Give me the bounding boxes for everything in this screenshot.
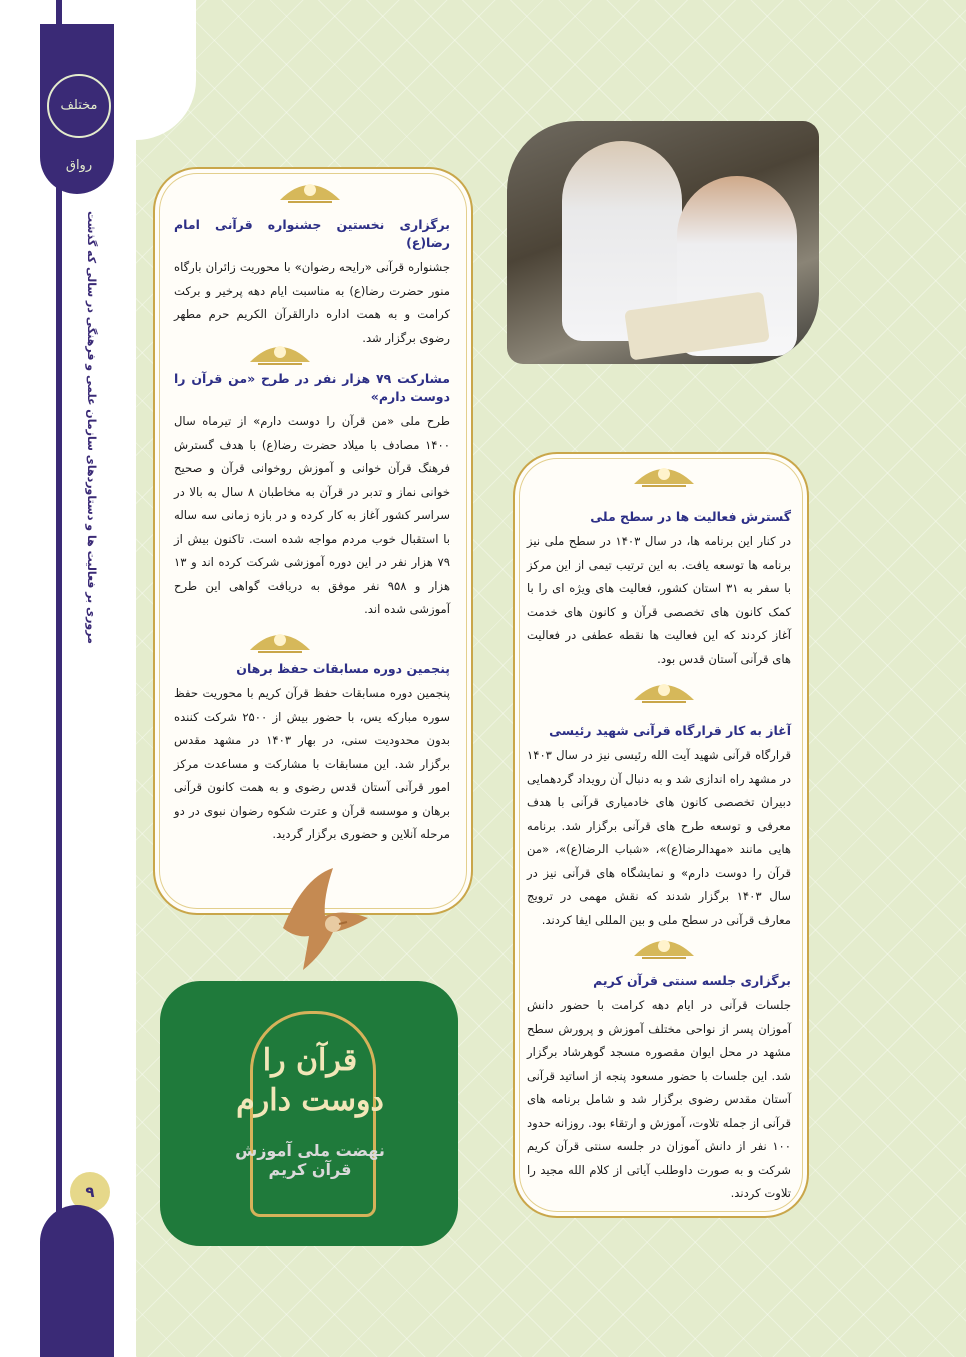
section-body: طرح ملی «من قرآن را دوست دارم» از تیرماه سال ۱۴۰۰ مصادف با میلاد حضرت رضا(ع) با هدف گسترش فرهنگ قرآن خوانی و آموزش روخوانی قرآن و صحیح خوانی نماز و تدبر در قرآن به مخاطبان ۸ سال به بالا در سراسر کشور آغاز به کار کرده و در بازه زمانی سه ساله با استقبال خوب مردم مواجه شده است. تاکنون بیش از ۷۹ هزار نفر در این دوره آموزشی شرکت کرده اند و ۱۳ هزار و ۹۵۸ نفر موفق به دریافت گواهی این طرح آموزشی شده اند. (174, 414, 450, 616)
ornament-icon (278, 176, 342, 204)
section-title: پنجمین دوره مسابقات حفظ برهان (236, 661, 450, 676)
magazine-logo: مختلف رواق (47, 74, 111, 138)
section-title: گسترش فعالیت ها در سطح ملی (590, 509, 791, 524)
section-national-expansion (527, 508, 791, 671)
page-number: ۹ (70, 1172, 110, 1212)
section-i-love-quran (174, 370, 450, 622)
bird-icon (263, 858, 383, 978)
section-title: برگزاری جلسه سنتی قرآن کریم (593, 973, 791, 988)
sidebar-bottom-tab (40, 1205, 114, 1357)
section-festival (174, 216, 450, 350)
section-title: برگزاری نخستین جشنواره قرآنی امام رضا(ع) (174, 217, 450, 250)
ornament-icon (248, 626, 312, 654)
section-title: مشارکت ۷۹ هزار نفر در طرح «من قرآن را دوست دارم» (174, 371, 451, 404)
section-traditional-session (527, 972, 791, 1206)
students-reading-quran-photo (507, 121, 819, 364)
section-title: آغاز به کار قرارگاه قرآنی شهید رئیسی (549, 723, 791, 738)
vertical-title: مروری بر فعالیت ها و دستاوردهای سازمان علمی و فرهنگی در سالی که گذشت (85, 211, 98, 644)
section-body: پنجمین دوره مسابقات حفظ قرآن کریم با محوریت حفظ سوره مبارکه یس، با حضور بیش از ۲۵۰۰ شرکت کننده بدون محدودیت سنی، در بهار ۱۴۰۳ در مشهد مقدس برگزار شد. این مسابقات با مشارکت و مساعدت مرکز امور قرآنی آستان قدس رضوی و به همت کانون قرآنی برهان و موسسه قرآن و عترت شکوه رضوان نبوی در دو مرحله آنلاین و حضوری برگزار گردید. (174, 686, 450, 841)
sidebar (0, 0, 136, 1357)
poster-slogan: قرآن را دوست دارم (236, 1043, 384, 1118)
section-body: قرارگاه قرآنی شهید آیت الله رئیسی نیز در سال ۱۴۰۳ در مشهد راه اندازی شد و به دنبال آن رویداد گردهمایی دبیران تخصصی کانون های خادمیاری قرآنی با هدف معرفی و توسعه طرح های قرآنی برگزار شد. برنامه هایی مانند «مهدالرضا(ع)»، «شباب الرضا(ع)»، «من قرآن را دوست دارم» و نمایشگاه های قرآنی نیز در سال ۱۴۰۳ برگزار شدند که نقش مهمی در ترویج معارف قرآنی در سطح ملی و بین المللی ایفا کردند. (527, 748, 791, 927)
section-body: جلسات قرآنی در ایام دهه کرامت با حضور دانش آموزان پسر از نواحی مختلف آموزش و پرورش سطح مشهد در محل ایوان مقصوره مسجد گوهرشاد برگزار شد. این جلسات با حضور مسعود پنجه از اساتید قرآنی آستان مقدس رضوی برگزار شد و شامل برنامه های قرآنی از جمله تلاوت، آموزش و ارتقاء بود. روزانه حدود ۱۰۰ نفر از دانش آموزان در جلسه سنتی قرآن کریم شرکت و به صورت داوطلب آیاتی از کلام الله مجید را تلاوت کردند. (527, 998, 791, 1200)
sidebar-line (56, 0, 62, 1357)
poster-subtitle: نهضت ملی آموزش قرآن کریم (235, 1141, 385, 1179)
ornament-icon (632, 932, 696, 960)
ornament-icon (632, 676, 696, 704)
section-body: در کنار این برنامه ها، در سال ۱۴۰۳ در سطح ملی نیز برنامه ها توسعه یافت. به این ترتیب تیمی از این مرکز با سفر به ۳۱ استان کشور، فعالیت های ویژه ای را با کمک کانون های تخصصی قرآن و کانون های خدمت آغاز کردند که این فعالیت ها نقطه عطفی در فعالیت های قرآنی آستان قدس بود. (527, 534, 792, 666)
section-raisi-headquarters (527, 722, 791, 932)
sidebar-top-tab (40, 24, 114, 194)
quran-campaign-poster (160, 981, 458, 1246)
section-body: جشنواره قرآنی «رایحه رضوان» با محوریت زائران بارگاه منور حضرت رضا(ع) به مناسبت ایام دهه پرخیر و برکت کرامت و به همت اداره دارالقرآن الکریم حرم مطهر رضوی برگزار شد. (174, 260, 450, 345)
ornament-icon (632, 460, 696, 488)
section-borhan-competition (174, 660, 450, 847)
